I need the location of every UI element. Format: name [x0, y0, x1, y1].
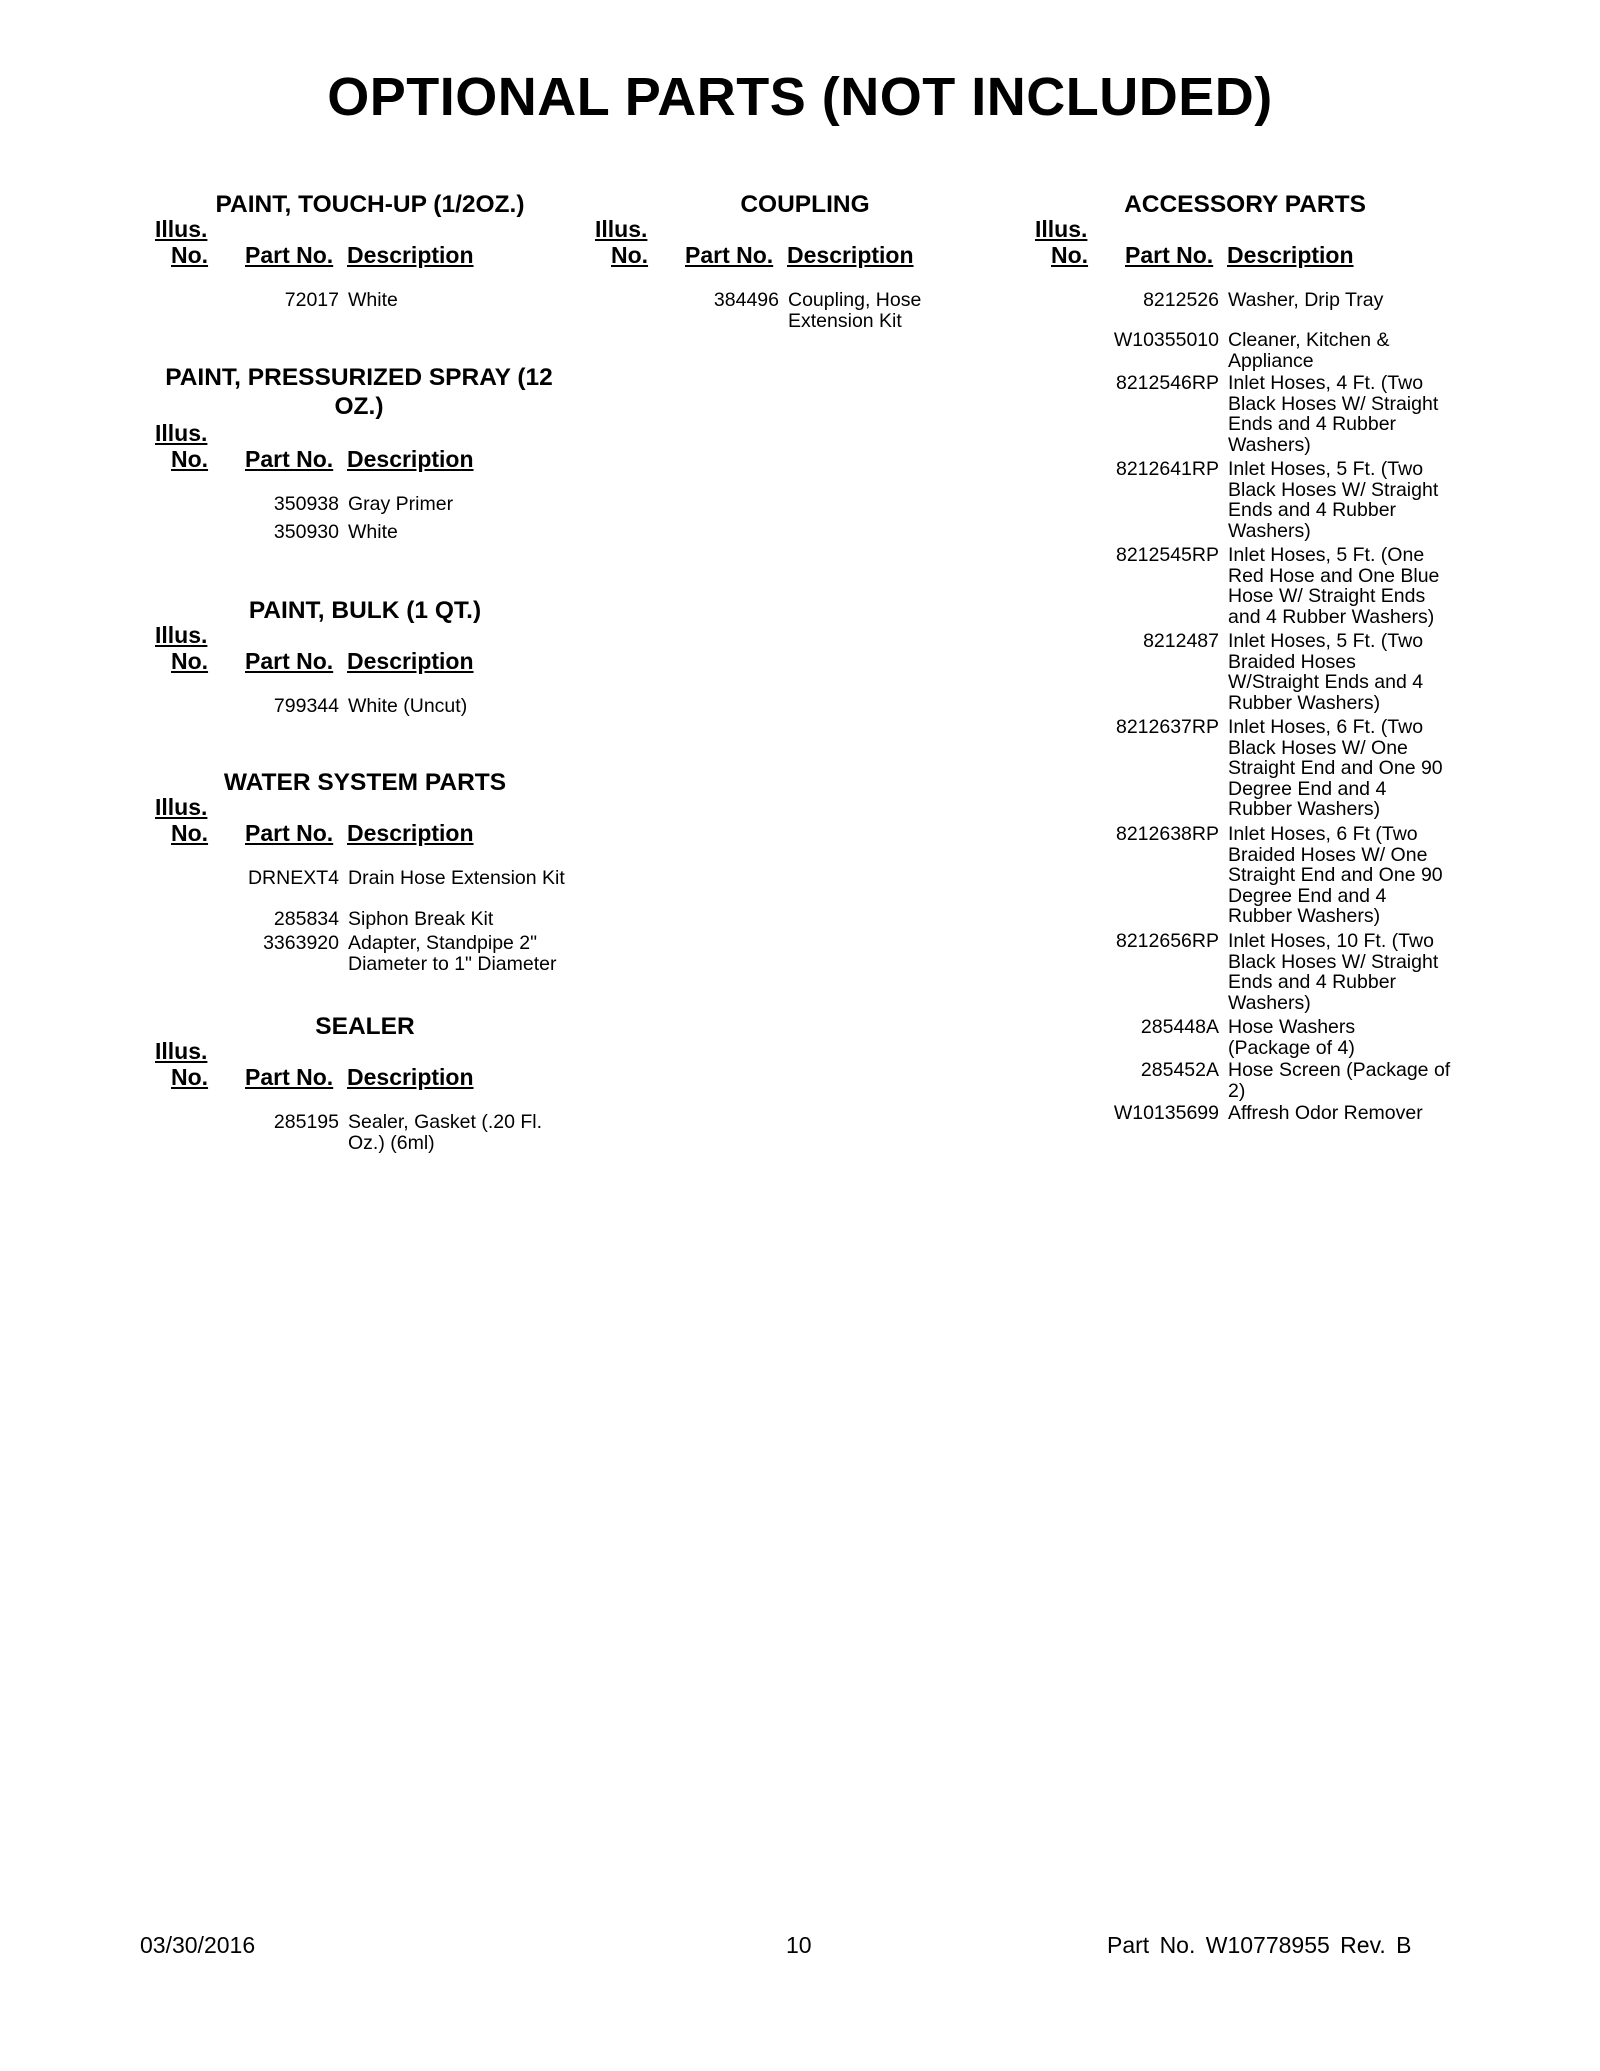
part-description: Adapter, Standpipe 2" Diameter to 1" Diameter — [348, 932, 557, 975]
part-description: Drain Hose Extension Kit — [348, 867, 565, 889]
description-header: Description — [787, 242, 914, 268]
illus-header: Illus. — [155, 1038, 208, 1064]
illus-no-header: No. — [611, 242, 649, 268]
part-description: Hose Screen (Package of 2) — [1228, 1059, 1451, 1102]
part-description: Inlet Hoses, 5 Ft. (Two Black Hoses W/ Straight Ends and 4 Rubber Washers) — [1228, 458, 1439, 542]
illus-header: Illus. — [155, 622, 208, 648]
part-number: 285448A — [1140, 1016, 1219, 1038]
description-header: Description — [347, 820, 474, 846]
part-number: 3363920 — [263, 932, 339, 954]
section-paint-touch-up — [155, 190, 585, 320]
section-accessory-parts — [1035, 190, 1515, 1140]
illus-no-header: No. — [171, 820, 209, 846]
description-header: Description — [347, 446, 474, 472]
part-description: Inlet Hoses, 5 Ft. (Two Braided Hoses W/Straight Ends and 4 Rubber Washers) — [1228, 630, 1424, 714]
part-number: 350930 — [273, 521, 339, 543]
part-number: W10355010 — [1113, 329, 1219, 351]
part-number: DRNEXT4 — [247, 867, 339, 889]
section-title: PAINT, PRESSURIZED SPRAY (12 OZ.) — [165, 364, 553, 420]
part-number: 8212637RP — [1115, 716, 1219, 738]
part-no-header: Part No. — [245, 820, 334, 846]
section-water-system-parts — [155, 768, 585, 978]
section-coupling — [595, 190, 1025, 350]
part-no-header: Part No. — [245, 1064, 334, 1090]
part-number: 799344 — [273, 695, 339, 717]
part-no-header: Part No. — [245, 242, 334, 268]
part-number: 72017 — [284, 289, 339, 311]
description-header: Description — [1227, 242, 1354, 268]
part-number: 8212638RP — [1115, 823, 1219, 845]
part-description: Siphon Break Kit — [348, 908, 494, 930]
part-number: 8212656RP — [1115, 930, 1219, 952]
description-header: Description — [347, 1064, 474, 1090]
section-paint-bulk — [155, 596, 585, 726]
part-number: 285195 — [273, 1111, 339, 1133]
part-description: White — [348, 289, 398, 311]
illus-header: Illus. — [155, 794, 208, 820]
page-title: OPTIONAL PARTS (NOT INCLUDED) — [327, 67, 1273, 127]
part-no-header: Part No. — [245, 446, 334, 472]
illus-no-header: No. — [171, 242, 209, 268]
part-number: 350938 — [273, 493, 339, 515]
part-description: Inlet Hoses, 6 Ft (Two Braided Hoses W/ One Straight End and One 90 Degree End and 4 Rubber Washers) — [1228, 823, 1443, 927]
illus-header: Illus. — [155, 420, 208, 446]
section-paint-pressurized-spray — [155, 363, 585, 553]
part-description: Washer, Drip Tray — [1228, 289, 1384, 311]
part-description: Inlet Hoses, 4 Ft. (Two Black Hoses W/ Straight Ends and 4 Rubber Washers) — [1228, 372, 1439, 456]
description-header: Description — [347, 648, 474, 674]
part-number: 8212641RP — [1115, 458, 1219, 480]
part-number: 384496 — [713, 289, 779, 311]
part-description: Affresh Odor Remover — [1228, 1102, 1423, 1124]
illus-header: Illus. — [595, 216, 648, 242]
illus-no-header: No. — [171, 648, 209, 674]
section-title: SEALER — [315, 1013, 415, 1040]
part-description: Coupling, Hose Extension Kit — [788, 289, 922, 332]
part-description: Inlet Hoses, 5 Ft. (One Red Hose and One Blue Hose W/ Straight Ends and 4 Rubber Washers) — [1228, 544, 1440, 628]
illus-no-header: No. — [171, 1064, 209, 1090]
illus-no-header: No. — [171, 446, 209, 472]
part-description: White — [348, 521, 398, 543]
part-no-header: Part No. — [245, 648, 334, 674]
section-title: WATER SYSTEM PARTS — [223, 769, 507, 796]
illus-header: Illus. — [155, 216, 208, 242]
footer-document-part-number: Part No. W10778955 Rev. B — [1107, 1932, 1412, 1958]
section-title: COUPLING — [740, 191, 870, 218]
part-description: Sealer, Gasket (.20 Fl. Oz.) (6ml) — [348, 1111, 543, 1154]
part-no-header: Part No. — [1125, 242, 1214, 268]
part-number: 285452A — [1140, 1059, 1219, 1081]
illus-header: Illus. — [1035, 216, 1088, 242]
footer-date: 03/30/2016 — [140, 1932, 256, 1958]
section-sealer — [155, 1012, 585, 1162]
section-title: PAINT, TOUCH-UP (1/2OZ.) — [215, 191, 525, 218]
part-description: Inlet Hoses, 10 Ft. (Two Black Hoses W/ Straight Ends and 4 Rubber Washers) — [1228, 930, 1439, 1014]
part-description: Hose Washers (Package of 4) — [1228, 1016, 1356, 1059]
part-number: 8212546RP — [1115, 372, 1219, 394]
footer-page-number: 10 — [786, 1932, 812, 1958]
part-description: Cleaner, Kitchen & Appliance — [1228, 329, 1390, 372]
illus-no-header: No. — [1051, 242, 1089, 268]
part-description: Gray Primer — [348, 493, 454, 515]
part-number: W10135699 — [1113, 1102, 1219, 1124]
part-number: 285834 — [273, 908, 339, 930]
description-header: Description — [347, 242, 474, 268]
part-number: 8212526 — [1143, 289, 1219, 311]
part-no-header: Part No. — [685, 242, 774, 268]
part-description: White (Uncut) — [348, 695, 468, 717]
section-title: PAINT, BULK (1 QT.) — [248, 597, 482, 624]
section-title: ACCESSORY PARTS — [1124, 191, 1366, 218]
part-number: 8212487 — [1143, 630, 1219, 652]
part-number: 8212545RP — [1115, 544, 1219, 566]
part-description: Inlet Hoses, 6 Ft. (Two Black Hoses W/ One Straight End and One 90 Degree End and 4 Rubber Washers) — [1228, 716, 1443, 820]
